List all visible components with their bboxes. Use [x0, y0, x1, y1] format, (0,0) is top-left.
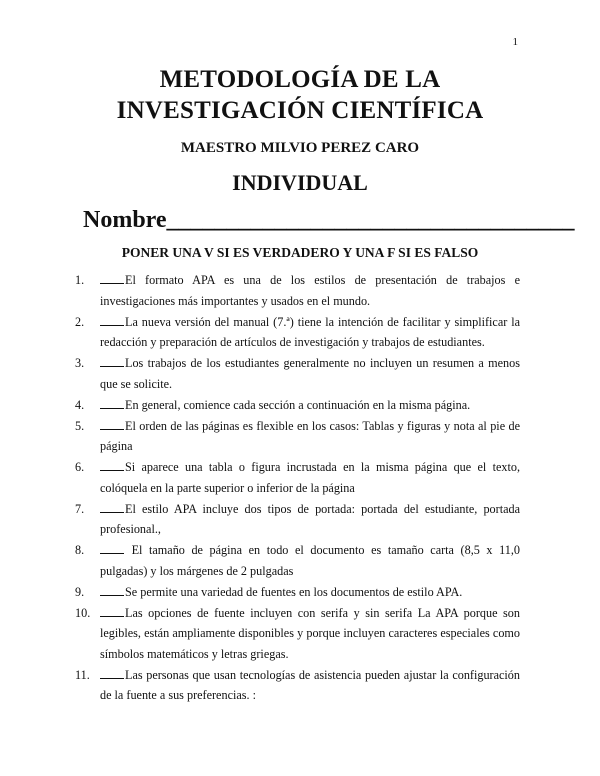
question-body	[100, 270, 520, 311]
question-text: Las opciones de fuente incluyen con serifa y sin serifa La APA porque son legibles, están ampliamente disponibles y porque incluyen caracteres especiales como símbolos matemáticos y letras griegas.	[100, 605, 520, 661]
question-text: Si aparece una tabla o figura incrustada en la misma página que el texto, colóquela en la parte superior o inferior de la página	[100, 460, 520, 495]
answer-blank	[100, 397, 124, 409]
question-number: 6.	[75, 460, 85, 474]
question-text: El tamaño de página en todo el documento es tamaño carta (8,5 x 11,0 pulgadas) y los márgenes de 2 pulgadas	[100, 543, 520, 578]
question-body	[100, 665, 520, 706]
question-item	[75, 603, 520, 665]
question-text: Las personas que usan tecnologías de asistencia pueden ajustar la configuración de la fuente a sus preferencias. :	[100, 667, 520, 702]
question-item	[75, 312, 520, 353]
answer-blank	[100, 272, 124, 284]
question-text: Se permite una variedad de fuentes en los documentos de estilo APA.	[125, 584, 463, 599]
question-body	[100, 603, 520, 665]
answer-blank	[100, 542, 124, 554]
answer-blank	[100, 584, 124, 596]
question-item	[75, 457, 520, 498]
answer-blank	[100, 355, 124, 367]
page-title	[60, 64, 540, 126]
question-number: 5.	[75, 418, 85, 433]
question-text: El formato APA es una de los estilos de presentación de trabajos e investigaciones más importantes y usados en el mundo.	[100, 273, 520, 308]
question-body	[100, 353, 520, 394]
question-item	[75, 416, 520, 457]
question-number: 11.	[75, 667, 90, 682]
question-body	[100, 582, 520, 603]
title-line-2: INVESTIGACIÓN CIENTÍFICA	[116, 97, 484, 124]
question-body	[100, 499, 520, 540]
question-body	[100, 540, 520, 581]
answer-blank	[100, 459, 124, 471]
question-item	[75, 499, 520, 540]
teacher-name: MAESTRO MILVIO PEREZ CARO	[180, 140, 420, 156]
answer-blank	[100, 667, 124, 679]
title-line-1: METODOLOGÍA DE LA	[159, 66, 441, 93]
question-text: La nueva versión del manual (7.ª) tiene la intención de facilitar y simplificar la redacción y preparación de artículos de investigación y trabajos de estudiantes.	[100, 314, 520, 349]
question-number: 3.	[75, 356, 85, 370]
answer-blank	[100, 418, 124, 430]
question-body	[100, 416, 520, 457]
question-text: Los trabajos de los estudiantes generalmente no incluyen un resumen a menos que se solicite.	[100, 356, 520, 391]
question-item	[75, 270, 520, 311]
question-number: 8.	[75, 543, 85, 557]
answer-blank	[100, 501, 124, 513]
question-list	[75, 270, 520, 706]
question-item	[75, 540, 520, 581]
name-field: Nombre__________________________________	[83, 207, 575, 233]
question-item	[75, 395, 520, 416]
question-number: 9.	[75, 584, 85, 599]
question-number: 10.	[75, 605, 91, 620]
question-text: El estilo APA incluye dos tipos de portada: portada del estudiante, portada profesional.,	[100, 501, 520, 536]
question-body	[100, 395, 520, 416]
answer-blank	[100, 314, 124, 326]
question-number: 7.	[75, 501, 85, 516]
question-text: En general, comience cada sección a continuación en la misma página.	[125, 397, 471, 412]
question-text: El orden de las páginas es flexible en los casos: Tablas y figuras y nota al pie de página	[100, 418, 520, 453]
instructions-heading: PONER UNA V SI ES VERDADERO Y UNA F SI ES FALSO	[121, 245, 479, 260]
question-number: 1.	[75, 273, 85, 287]
question-item	[75, 665, 520, 706]
question-body	[100, 457, 520, 498]
question-body	[100, 312, 520, 353]
question-number: 2.	[75, 314, 85, 329]
question-number: 4.	[75, 397, 85, 412]
question-item	[75, 353, 520, 394]
answer-blank	[100, 605, 124, 617]
assignment-mode: INDIVIDUAL	[232, 170, 368, 195]
question-item	[75, 582, 520, 603]
page-number: 1	[512, 36, 518, 48]
